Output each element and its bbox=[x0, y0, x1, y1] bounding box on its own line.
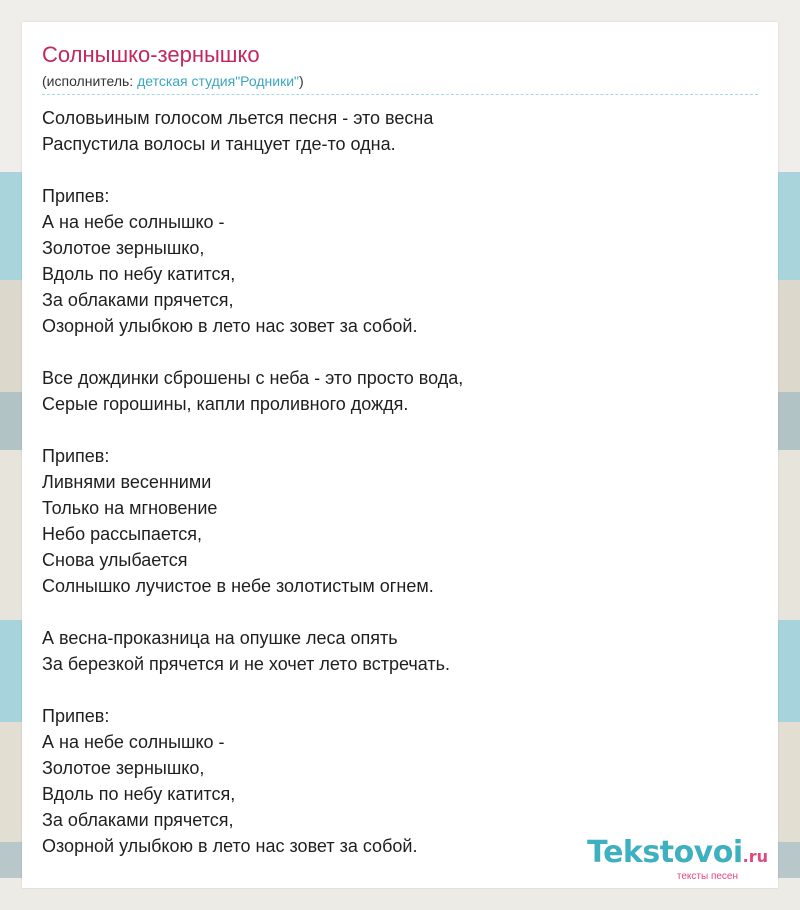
artist-line bbox=[42, 73, 304, 89]
lyric-line: Серые горошины, капли проливного дождя. bbox=[42, 394, 409, 414]
lyric-line: А на небе солнышко - bbox=[42, 212, 225, 232]
lyric-line: Только на мгновение bbox=[42, 498, 218, 518]
lyrics-stanza bbox=[42, 625, 742, 677]
lyric-line: Золотое зернышко, bbox=[42, 758, 205, 778]
artist-prefix: (исполнитель: bbox=[42, 73, 138, 89]
lyric-line: Озорной улыбкою в лето нас зовет за собой. bbox=[42, 836, 418, 856]
lyric-line: А на небе солнышко - bbox=[42, 732, 225, 752]
lyrics-stanza bbox=[42, 365, 742, 417]
lyric-line: А весна-проказница на опушке леса опять bbox=[42, 628, 398, 648]
lyric-line: Озорной улыбкою в лето нас зовет за собой. bbox=[42, 316, 418, 336]
lyrics-stanza bbox=[42, 105, 742, 157]
lyric-line: Вдоль по небу катится, bbox=[42, 784, 236, 804]
lyrics-stanza bbox=[42, 443, 742, 599]
lyric-line: Небо рассыпается, bbox=[42, 524, 203, 544]
lyric-line: Распустила волосы и танцует где-то одна. bbox=[42, 134, 396, 154]
lyrics-stanza bbox=[42, 183, 742, 339]
song-title: Солнышко-зернышко bbox=[42, 42, 260, 67]
title-divider bbox=[42, 94, 758, 95]
lyric-line: За облаками прячется, bbox=[42, 810, 234, 830]
lyrics-body bbox=[42, 105, 742, 885]
watermark-brand: Tekstovoi bbox=[587, 835, 743, 870]
lyric-line: За облаками прячется, bbox=[42, 290, 234, 310]
lyrics-card bbox=[22, 22, 778, 888]
artist-link[interactable]: детская студия"Родники" bbox=[137, 73, 300, 89]
watermark-logo bbox=[587, 837, 768, 873]
watermark-tld: .ru bbox=[742, 847, 768, 866]
lyric-line: Все дождинки сброшены с неба - это просто вода, bbox=[42, 368, 464, 388]
lyric-line: Припев: bbox=[42, 186, 110, 206]
lyric-line: Вдоль по небу катится, bbox=[42, 264, 236, 284]
site-watermark bbox=[587, 837, 768, 882]
artist-suffix: ) bbox=[299, 73, 304, 89]
lyric-line: За березкой прячется и не хочет лето встречать. bbox=[42, 654, 450, 674]
lyric-line: Припев: bbox=[42, 446, 110, 466]
lyric-line: Золотое зернышко, bbox=[42, 238, 205, 258]
lyric-line: Припев: bbox=[42, 706, 110, 726]
watermark-tagline: тексты песен bbox=[676, 871, 738, 882]
lyric-line: Снова улыбается bbox=[42, 550, 188, 570]
lyric-line: Ливнями весенними bbox=[42, 472, 212, 492]
lyric-line: Солнышко лучистое в небе золотистым огнем. bbox=[42, 576, 434, 596]
lyric-line: Соловьиным голосом льется песня - это весна bbox=[42, 108, 434, 128]
